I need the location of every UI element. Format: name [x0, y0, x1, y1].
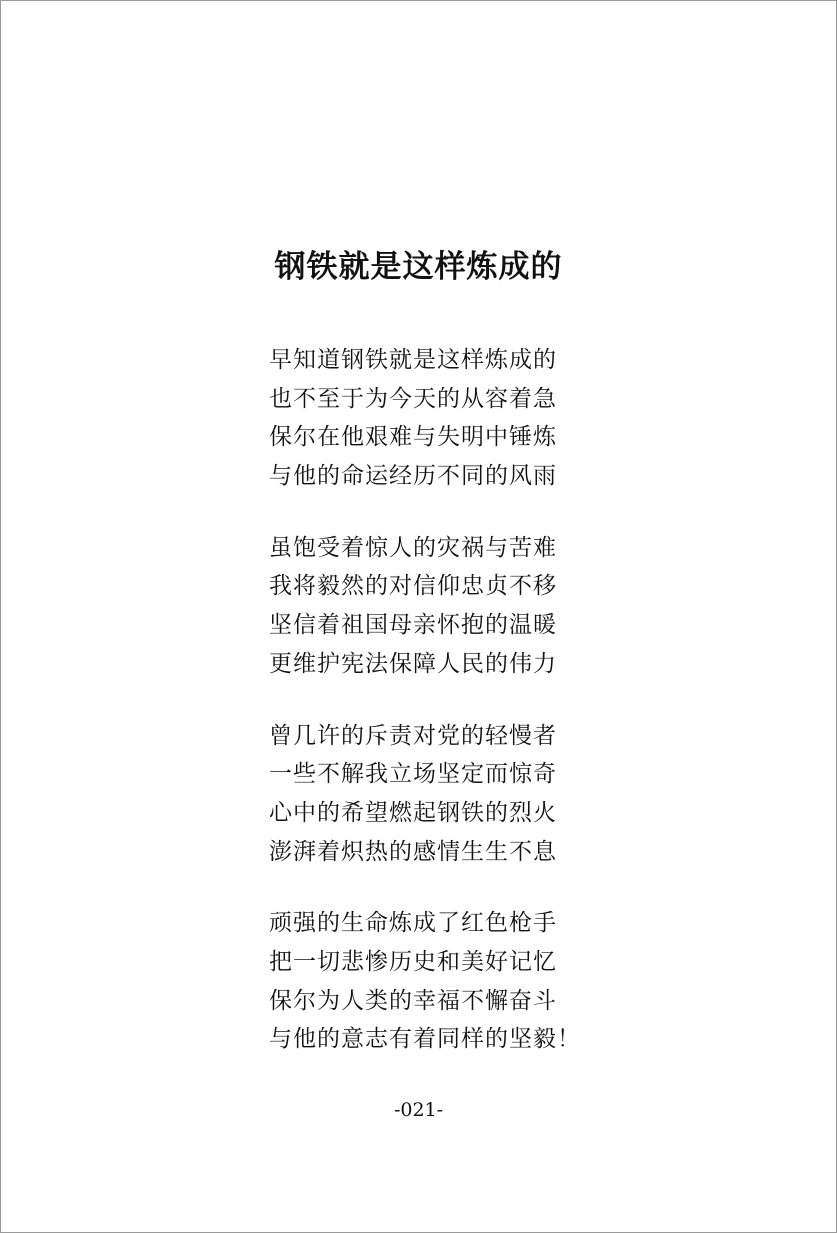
poem-line: 一些不解我立场坚定而惊奇: [269, 761, 557, 788]
page-number: -021-: [393, 1099, 444, 1121]
poem-line: 曾几许的斥责对党的轻慢者: [269, 722, 557, 749]
poem-line: 更维护宪法保障人民的伟力: [269, 650, 557, 677]
poem-line: 坚信着祖国母亲怀抱的温暖: [269, 612, 557, 639]
poem-line: 也不至于为今天的从容着急: [269, 385, 557, 412]
poem-line: 与他的命运经历不同的风雨: [269, 463, 557, 490]
stanza-1: [269, 341, 589, 496]
poem-body: [269, 341, 589, 1092]
stanza-3: [269, 717, 589, 872]
poem-line: 顽强的生命炼成了红色枪手: [269, 910, 557, 937]
poem-line: 澎湃着炽热的感情生生不息: [269, 838, 557, 865]
poem-line: 保尔为人类的幸福不懈奋斗: [269, 987, 557, 1014]
poem-line: 早知道钢铁就是这样炼成的: [269, 347, 557, 373]
poem-line: 我将毅然的对信仰忠贞不移: [269, 573, 557, 600]
poem-line: 虽饱受着惊人的灾祸与苦难: [269, 534, 557, 561]
poem-title: 钢铁就是这样炼成的: [274, 249, 563, 285]
stanza-4: [269, 904, 589, 1059]
poem-line: 把一切悲惨历史和美好记忆: [269, 948, 557, 975]
poem-line: 与他的意志有着同样的坚毅！: [269, 1026, 581, 1053]
poem-line: 心中的希望燃起钢铁的烈火: [269, 799, 557, 826]
poem-line: 保尔在他艰难与失明中锤炼: [269, 424, 557, 451]
stanza-2: [269, 529, 589, 684]
